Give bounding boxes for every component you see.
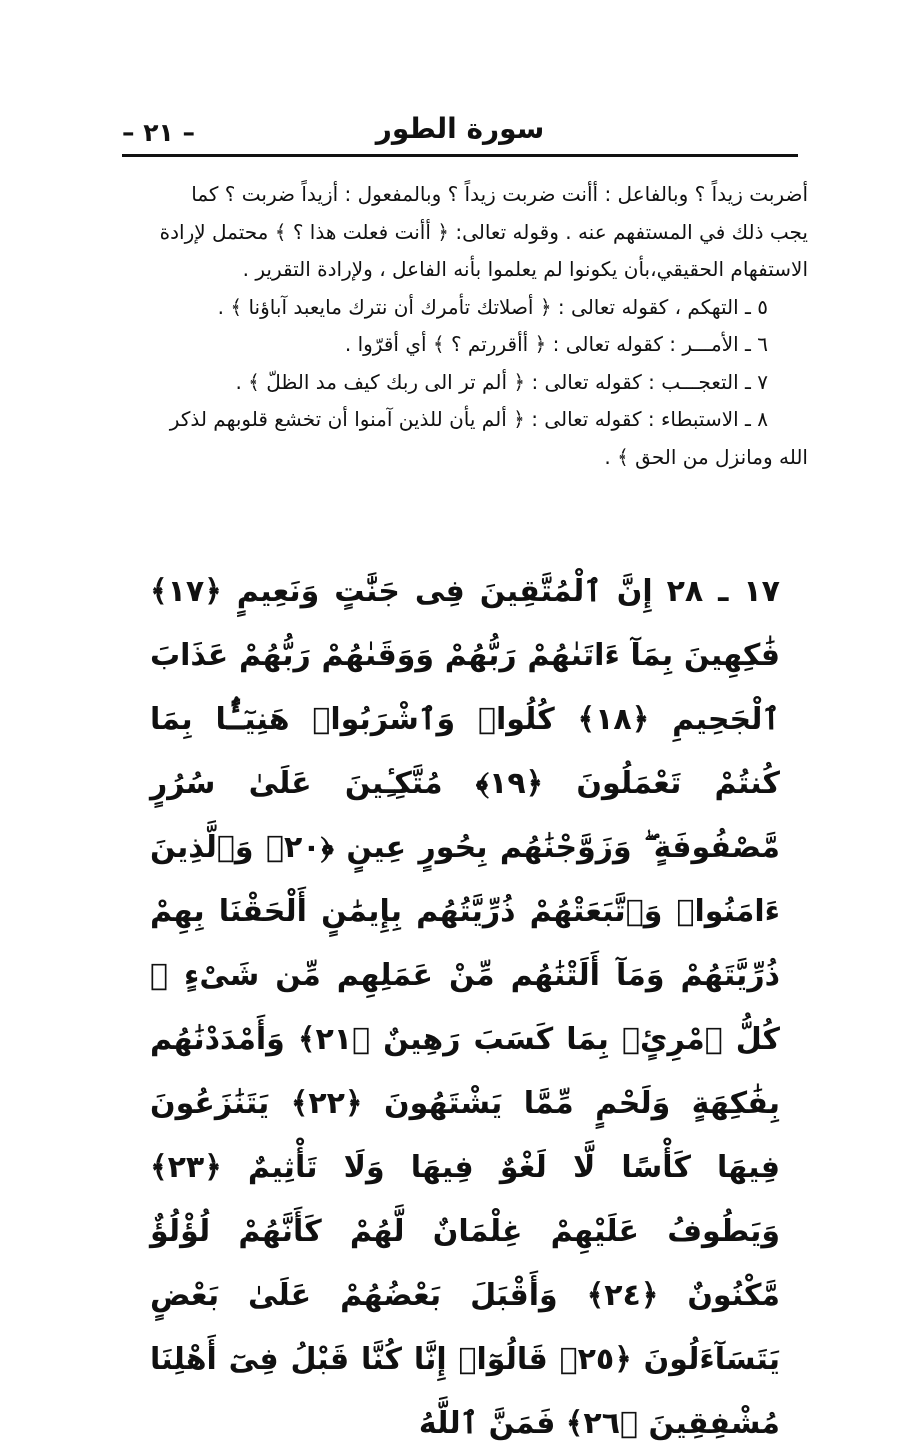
verse-range-label: ١٧ ـ ٢٨	[666, 574, 780, 609]
quran-text-block	[150, 560, 780, 1456]
commentary-item-7: ٧ ـ التعجـــب : كقوله تعالى : ﴿ ألم تر الى ربك كيف مد الظلّ ﴾ .	[235, 369, 768, 394]
page-number: – ٢١ –	[122, 118, 195, 147]
commentary-item-5: ٥ ـ التهكم ، كقوله تعالى : ﴿ أصلاتك تأمرك أن نترك مايعبد آباؤنا ﴾ .	[217, 294, 768, 319]
quran-passage	[150, 560, 780, 1456]
surah-title: سورة الطور	[375, 112, 545, 145]
commentary-section	[96, 176, 808, 476]
commentary-line: يجب ذلك في المستفهم عنه . وقوله تعالى: ﴿ أأنت فعلت هذا ؟ ﴾ محتمل لإرادة	[159, 219, 808, 244]
commentary-line: الله ومانزل من الحق ﴾ .	[604, 444, 808, 469]
commentary-line: أضربت زيداً ؟ وبالفاعل : أأنت ضربت زيداً ؟ وبالمفعول : أزيداً ضربت ؟ كما	[191, 182, 808, 206]
quran-verses: إِنَّ ٱلْمُتَّقِينَ فِى جَنَّٰتٍ وَنَعِيمٍ ﴿١٧﴾ فَٰكِهِينَ بِمَآ ءَاتَىٰهُمْ رَبُّهُمْ وَوَقَىٰهُمْ رَبُّهُمْ عَذَابَ ٱلْجَحِيمِ ﴿١٨﴾ كُلُوا۟ وَٱشْرَبُوا۟ هَنِيٓـًٔۢا بِمَا كُنتُمْ تَعْمَلُونَ ﴿١٩﴾ مُتَّكِـِٔينَ عَلَىٰ سُرُرٍ مَّصْفُوفَةٍ ۖ وَزَوَّجْنَٰهُم بِحُورٍ عِينٍ ﴿٢٠﴾ وَٱلَّذِينَ ءَامَنُوا۟ وَٱتَّبَعَتْهُمْ ذُرِّيَّتُهُم بِإِيمَٰنٍ أَلْحَقْنَا بِهِمْ ذُرِّيَّتَهُمْ وَمَآ أَلَتْنَٰهُم مِّنْ عَمَلِهِم مِّن شَىْءٍ ۚ كُلُّ ٱمْرِئٍۭ بِمَا كَسَبَ رَهِينٌ ﴿٢١﴾ وَأَمْدَدْنَٰهُم بِفَٰكِهَةٍ وَلَحْمٍ مِّمَّا يَشْتَهُونَ ﴿٢٢﴾ يَتَنَٰزَعُونَ فِيهَا كَأْسًا لَّا لَغْوٌ فِيهَا وَلَا تَأْثِيمٌ ﴿٢٣﴾ وَيَطُوفُ عَلَيْهِمْ غِلْمَانٌ لَّهُمْ كَأَنَّهُمْ لُؤْلُؤٌ مَّكْنُونٌ ﴿٢٤﴾ وَأَقْبَلَ بَعْضُهُمْ عَلَىٰ بَعْضٍ يَتَسَآءَلُونَ ﴿٢٥﴾ قَالُوٓا۟ إِنَّا كُنَّا قَبْلُ فِىٓ أَهْلِنَا مُشْفِقِينَ ﴿٢٦﴾ فَمَنَّ ٱللَّهُ	[150, 574, 781, 1441]
page-header	[122, 108, 798, 154]
commentary-item-6: ٦ ـ الأمـــر : كقوله تعالى : ﴿ أأقررتم ؟ ﴾ أي أقرّوا .	[344, 332, 768, 356]
commentary-line: الاستفهام الحقيقي،بأن يكونوا لم يعلموا بأنه الفاعل ، ولإرادة التقرير .	[242, 257, 808, 281]
header-rule	[122, 154, 798, 157]
commentary-item-8: ٨ ـ الاستبطاء : كقوله تعالى : ﴿ ألم يأن للذين آمنوا أن تخشع قلوبهم لذكر	[169, 407, 768, 431]
